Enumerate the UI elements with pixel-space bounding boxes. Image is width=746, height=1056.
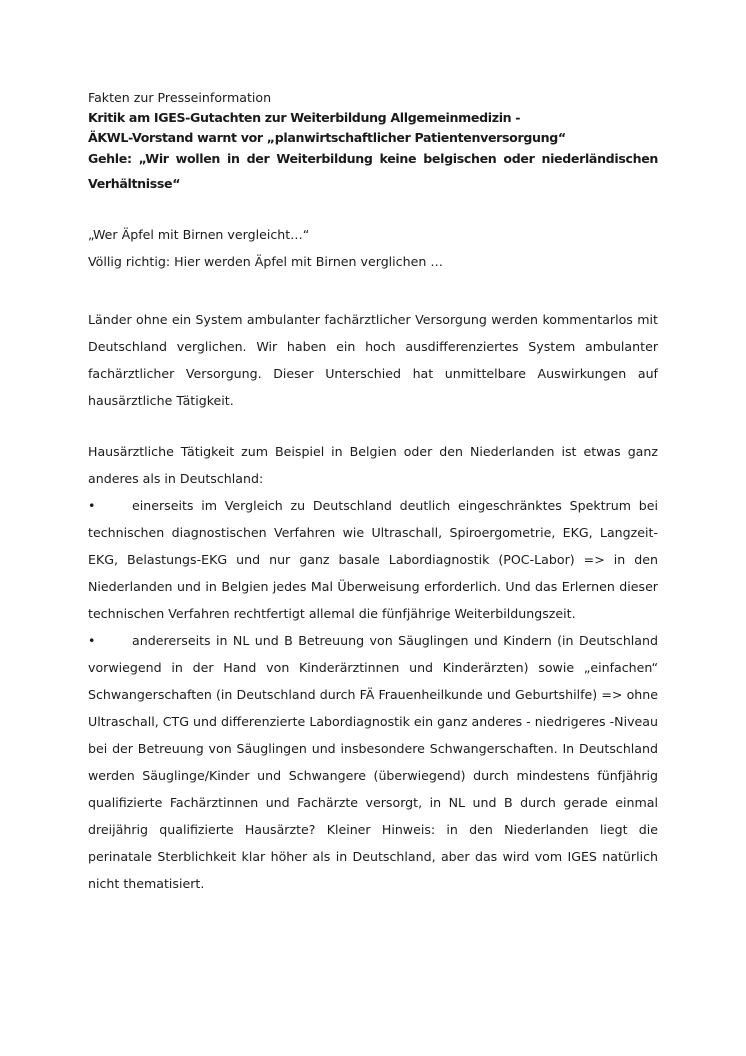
list-item [88, 492, 658, 627]
spacer [88, 414, 658, 438]
quote-line-1: „Wer Äpfel mit Birnen vergleicht…“ [88, 227, 310, 242]
list-item [88, 627, 658, 897]
list-item-text: andererseits in NL und B Betreuung von Säuglingen und Kindern (in Deutschland vorwiegend in der Hand von Kinderärztinnen und Kinderärzten) sowie „einfachen“ Schwangerschaften (in Deutschland durch FÄ Frauenheilkunde und Geburtshilfe) => ohne Ultraschall, CTG und differenzierte Labordiagnostik ein ganz anderes - niedrigeres -Niveau bei der Betreuung von Säuglingen und insbesondere Schwangerschaften. In Deutschland werden Säuglinge/Kinder und Schwangere (überwiegend) durch mindestens fünfjährig qualifizierte Fachärztinnen und Fachärzte versorgt, in NL und B durch gerade einmal dreijährig qualifizierte Hausärzte? Kleiner Hinweis: in den Niederlanden liegt die perinatale Sterblichkeit klar höher als in Deutschland, aber das wird vom IGES natürlich nicht thematisiert. [88, 633, 658, 891]
document-title-line-2: ÄKWL-Vorstand warnt vor „planwirtschaftlicher Patientenversorgung“ [88, 130, 566, 145]
quote-line-2: Völlig richtig: Hier werden Äpfel mit Birnen verglichen … [88, 254, 443, 269]
paragraph-comparison: Länder ohne ein System ambulanter fachärztlicher Versorgung werden kommentarlos mit Deutschland verglichen. Wir haben ein hoch ausdifferenziertes System ambulanter fachärztlicher Versorgung. Dieser Unterschied hat unmittelbare Auswirkungen auf hausärztliche Tätigkeit. [88, 312, 658, 408]
document-title-line-3: Gehle: „Wir wollen in der Weiterbildung keine belgischen oder niederländischen Verhältnisse“ [88, 151, 658, 191]
paragraph-intro-list: Hausärztliche Tätigkeit zum Beispiel in Belgien oder den Niederlanden ist etwas ganz anderes als in Deutschland: [88, 444, 658, 486]
document-title-line-1: Kritik am IGES-Gutachten zur Weiterbildung Allgemeinmedizin - [88, 110, 521, 125]
bullet-icon: • [88, 633, 96, 648]
spacer [88, 275, 658, 306]
spacer [88, 196, 658, 223]
bullet-icon: • [88, 498, 96, 513]
list-item-text: einerseits im Vergleich zu Deutschland deutlich eingeschränktes Spektrum bei technischen diagnostischen Verfahren wie Ultraschall, Spiroergometrie, EKG, Langzeit-EKG, Belastungs-EKG und nur ganz basale Labordiagnostik (POC-Labor) => in den Niederlanden und in Belgien jedes Mal Überweisung erforderlich. Und das Erlernen dieser technischen Verfahren rechtfertigt allemal die fünfjährige Weiterbildungszeit. [88, 498, 658, 621]
document-subtitle: Fakten zur Presseinformation [88, 90, 272, 105]
document-page [88, 88, 658, 897]
